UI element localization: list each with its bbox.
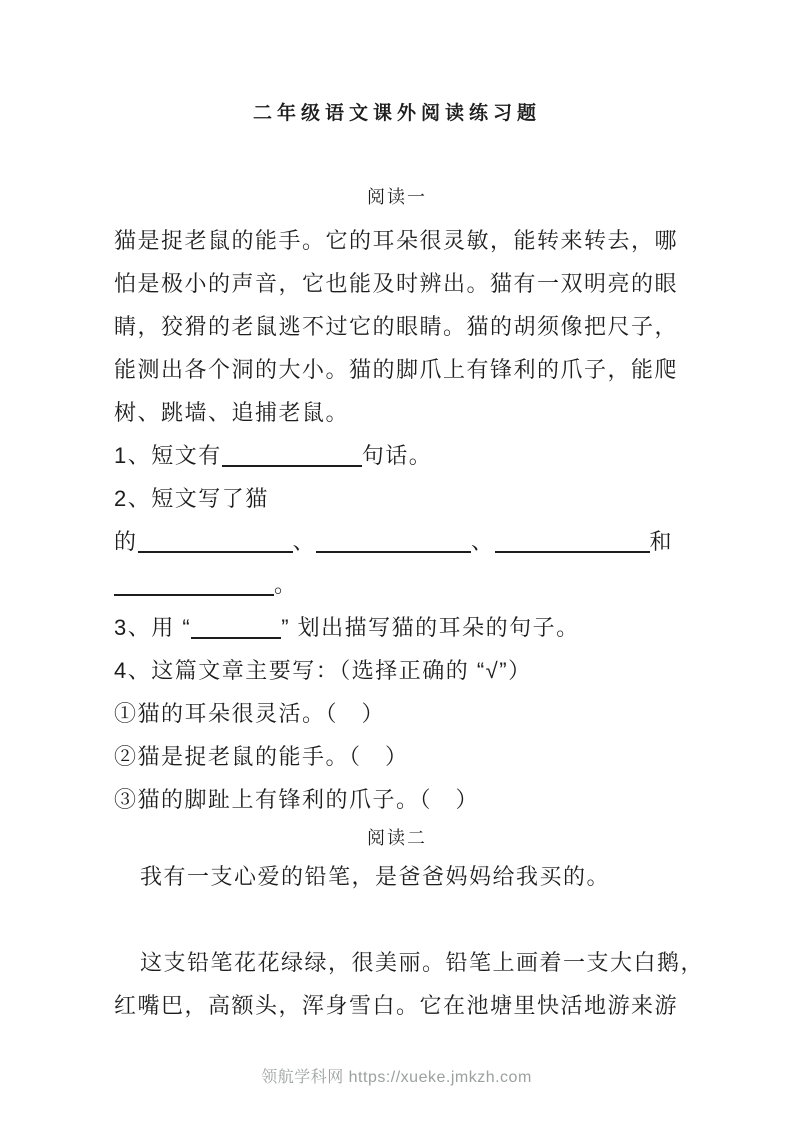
question-4-option: ②猫是捉老鼠的能手。（ ） (114, 744, 409, 769)
footer-watermark (0, 1064, 793, 1087)
question-2-line3-suffix: 。 (274, 572, 298, 597)
question-2-line2-suffix: 和 (649, 529, 674, 554)
reading2-para2-line: 这支铅笔花花绿绿，很美丽。铅笔上画着一支大白鹅， (140, 950, 705, 975)
passage-line: 树、跳墙、追捕老鼠。 (114, 400, 350, 425)
paragraph-spacer (114, 898, 680, 941)
passage-line: 能测出各个洞的大小。猫的脚爪上有锋利的爪子，能爬 (114, 357, 679, 382)
question-4-option: ①猫的耳朵很灵活。（ ） (114, 701, 386, 726)
passage-line: 睛，狡猾的老鼠逃不过它的眼睛。猫的胡须像把尺子， (114, 314, 679, 339)
question-4-option: ③猫的脚趾上有锋利的爪子。（ ） (114, 787, 480, 812)
reading2-para1: 我有一支心爱的铅笔，是爸爸妈妈给我买的。 (140, 864, 611, 889)
question-2-line2 (114, 520, 680, 563)
question-1-prefix: 1、短文有 (114, 443, 222, 468)
title-spacer (114, 135, 680, 176)
answer-blank (222, 463, 362, 467)
watermark-text: 领航学科网 https://xueke.jmkzh.com (261, 1069, 532, 1086)
answer-blank (495, 549, 650, 553)
passage-line: 猫是捉老鼠的能手。它的耳朵很灵敏，能转来转去，哪 (114, 228, 679, 253)
question-2-line2-prefix: 的 (114, 529, 138, 554)
reading2-para2-line: 红嘴巴，高额头，浑身雪白。它在池塘里快活地游来游 (114, 993, 679, 1018)
passage-line: 怕是极小的声音，它也能及时辨出。猫有一双明亮的眼 (114, 271, 679, 296)
answer-blank (138, 549, 293, 553)
question-1-suffix: 句话。 (361, 443, 433, 468)
question-3 (114, 606, 680, 649)
page-title: 二年级语文课外阅读练习题 (252, 103, 541, 124)
question-2-line3 (114, 563, 680, 606)
question-3-suffix: ” 划出描写猫的耳朵的句子。 (281, 615, 580, 640)
answer-blank (191, 635, 281, 639)
question-4-stem: 4、这篇文章主要写：（选择正确的 “√”） (114, 658, 532, 683)
answer-blank (316, 549, 471, 553)
question-1 (114, 434, 680, 477)
answer-blank (114, 592, 274, 596)
reading1-heading: 阅读一 (367, 187, 427, 207)
reading2-heading: 阅读二 (367, 828, 427, 848)
question-3-prefix: 3、用 “ (114, 615, 192, 640)
page-content (114, 92, 705, 1027)
question-2-line1: 2、短文写了猫 (114, 486, 269, 511)
list-separator: 、 (292, 529, 317, 554)
list-separator: 、 (471, 529, 495, 554)
